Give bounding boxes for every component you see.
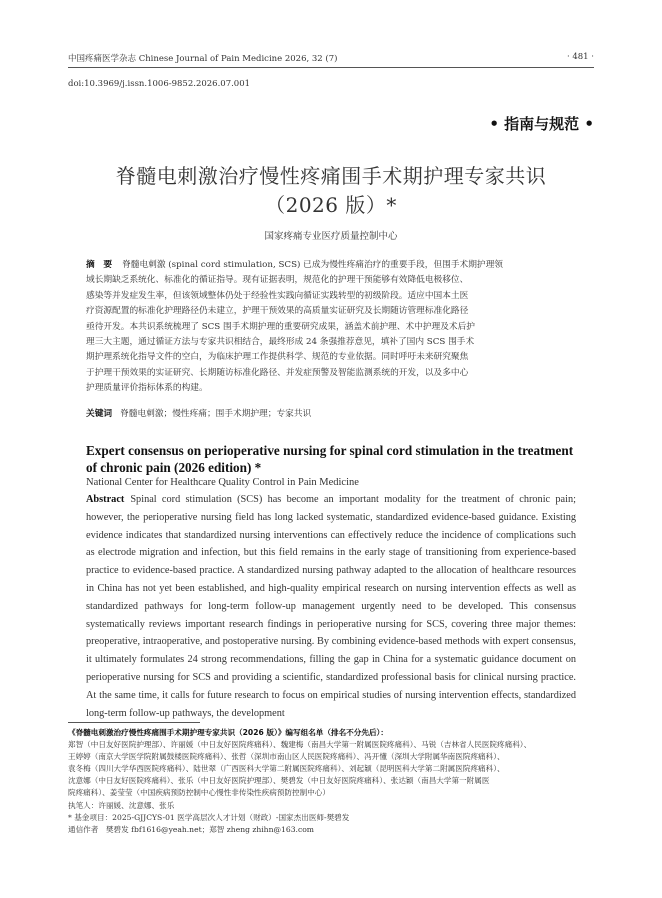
- cn-keywords-label: 关键词: [86, 409, 113, 419]
- footnote-heading: 《脊髓电刺激治疗慢性疼痛围手术期护理专家共识（2026 版）》编写组名单（排名不分先后）：: [68, 728, 388, 737]
- cn-abstract: [86, 258, 576, 397]
- cn-abstract-line: 于护理干预效果的实证研究、长期随访标准化路径、并发症预警及智能监测系统的开发，以及多中心: [86, 367, 469, 378]
- section-tag: • 指南与规范 •: [489, 115, 594, 133]
- footnote-corresponding: 通信作者 樊碧发 fbf1616@yeah.net；郑智 zheng zhihn@163.com: [68, 824, 314, 834]
- en-abstract: [86, 491, 576, 722]
- en-organization: National Center for Healthcare Quality Control in Pain Medicine: [86, 477, 359, 488]
- en-title: Expert consensus on perioperative nursing for spinal cord stimulation in the treatment of chronic pain (2026 edition) *: [86, 443, 574, 475]
- header-rule: [68, 67, 594, 68]
- footnote-author-line: 沈意娜（中日友好医院疼痛科）、张乐（中日友好医院护理部）、樊碧发（中日友好医院疼痛科）、张达颖（南昌大学第一附属医: [68, 776, 490, 786]
- cn-abstract-line: 感染等并发症发生率，但该领域整体仍处于经验性实践向循证实践转型的初级阶段。适应中国本土医: [86, 290, 469, 301]
- cn-abstract-line: 域长期缺乏系统化、标准化的循证指导。现有证据表明，规范化的护理干预能够有效降低电极移位、: [86, 275, 469, 286]
- cn-abstract-line: 期护理系统化指导文件的空白，为临床护理工作提供科学、规范的专业依据。同时呼吁未来研究聚焦: [86, 352, 469, 363]
- page-number: · 481 ·: [566, 52, 594, 62]
- footnote-writers: 执笔人：许丽媛、沈意娜、张乐: [68, 800, 175, 810]
- cn-title-line2: （2026 版）*: [265, 193, 397, 217]
- footnotes: [68, 727, 594, 836]
- footnote-rule: [68, 722, 200, 723]
- cn-keywords: [86, 407, 576, 419]
- cn-organization: 国家疼痛专业医疗质量控制中心: [264, 231, 398, 242]
- footnote-author-line: 王婷婷（南京大学医学院附属鼓楼医院疼痛科）、张哲（深圳市南山区人民医院疼痛科）、冯开懂（深圳大学附属华南医院疼痛科）、: [68, 752, 505, 762]
- running-head: [68, 50, 594, 66]
- cn-abstract-line: 护理质量评价指标体系的构建。: [86, 383, 208, 394]
- en-abstract-label: Abstract: [86, 494, 125, 505]
- cn-abstract-line: 亟待开发。本共识系统梳理了 SCS 围手术期护理的重要研究成果，涵盖术前护理、术中护理及术后护: [86, 321, 475, 332]
- doi[interactable]: doi:10.3969/j.issn.1006-9852.2026.07.001: [68, 79, 251, 89]
- cn-title-line1: 脊髓电刺激治疗慢性疼痛围手术期护理专家共识: [115, 164, 547, 188]
- cn-abstract-line: 疗资源配置的标准化护理路径仍未建立，护理干预效果的高质量实证研究及长期随访管理标准化路径: [86, 306, 469, 317]
- footnote-fund: * 基金项目：2025-GJJCYS-01 医学高层次人才计划（财政）-国家杰出医师-樊碧发: [68, 812, 350, 822]
- cn-abstract-line: 摘 要 脊髓电刺激 (spinal cord stimulation, SCS) 已成为慢性疼痛治疗的重要手段，但围手术期护理领: [86, 260, 503, 270]
- cn-abstract-label: 摘 要: [86, 260, 113, 270]
- en-abstract-text: Spinal cord stimulation (SCS) has become an important modality for the treatment of chronic pain; however, the perioperative nursing field has long lacked systematic, standardized evidence-based guidance. Existing evidence indicates that standardized nursing interventions can effectively reduce the incidence of complications such as electrode migration and infection, but this field remains in the early stage of transitioning from experience-based practice to evidence-based practice. A standardized nursing pathway adapted to the allocation of healthcare resources in China has not yet been established, and high-quality empirical research on nursing intervention effects as well as standardized pathways for long-term follow-up management urgently need to be developed. This consensus systematically reviews important research findings in perioperative nursing for SCS, covering three major themes: preoperative, intraoperative, and postoperative nursing. By combining evidence-based methods with expert consensus, it ultimately formulates 24 strong recommendations, filling the gap in China for a systematic guidance document on perioperative nursing for SCS and providing a scientific, standardized professional basis for clinical nursing practice. At the same time, it calls for future research to focus on empirical studies of nursing intervention effects, standardized long-term follow-up pathways, the development: [86, 494, 576, 719]
- footnote-author-line: 院疼痛科）、姜莹莹（中国疾病预防控制中心慢性非传染性疾病预防控制中心）: [68, 788, 330, 798]
- footnote-author-line: 袁冬梅（四川大学华西医院疼痛科）、陆世翠（广西医科大学第二附属医院疼痛科）、刘起颖（昆明医科大学第二附属医院疼痛科）、: [68, 764, 505, 774]
- footnote-author-line: 郑智（中日友好医院护理部）、许丽媛（中日友好医院疼痛科）、魏建梅（南昌大学第一附属医院疼痛科）、马锐（吉林省人民医院疼痛科）、: [68, 740, 532, 750]
- journal-name: 中国疼痛医学杂志 Chinese Journal of Pain Medicine 2026, 32 (7): [68, 54, 338, 64]
- cn-keywords-text: 脊髓电刺激；慢性疼痛；围手术期护理；专家共识: [120, 409, 312, 419]
- cn-abstract-line: 理三大主题，通过循证方法与专家共识相结合，最终形成 24 条强推荐意见，填补了国内 SCS 围手术: [86, 337, 475, 348]
